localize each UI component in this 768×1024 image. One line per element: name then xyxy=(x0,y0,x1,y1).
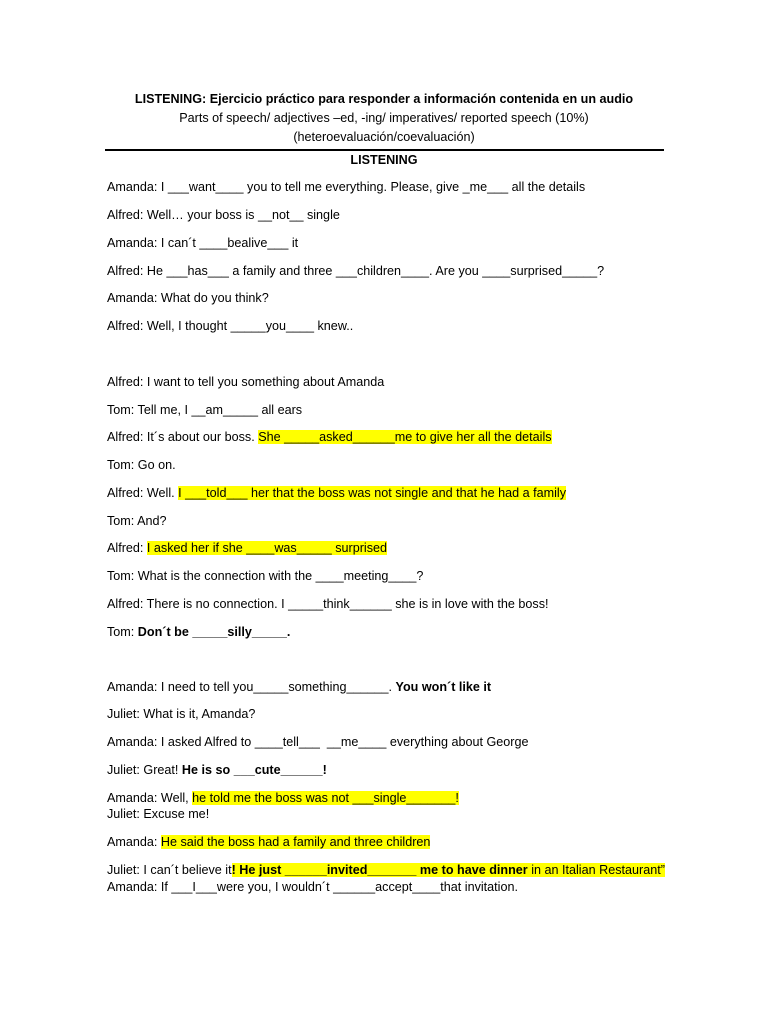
line-text: Juliet: Great! xyxy=(107,763,182,777)
dialogue-line: Juliet: What is it, Amanda? xyxy=(107,707,256,721)
line-text: Tom: xyxy=(107,625,138,639)
dialogue-line: Alfred: There is no connection. I _____think______ she is in love with the boss! xyxy=(107,597,549,611)
dialogue-line: Amanda: I can´t ____bealive___ it xyxy=(107,236,299,250)
document-subtitle: Parts of speech/ adjectives –ed, -ing/ imperatives/ reported speech (10%) xyxy=(179,111,589,125)
dialogue-line xyxy=(107,834,430,850)
dialogue-line: Tom: Tell me, I __am_____ all ears xyxy=(107,403,303,417)
dialogue-line: Amanda: I ___want____ you to tell me everything. Please, give _me___ all the details xyxy=(107,180,586,194)
highlighted-bold-text: ! He just ______invited_______ me to have dinner xyxy=(231,863,528,877)
highlighted-text: I ___told___ her that the boss was not single and that he had a family xyxy=(178,486,567,500)
dialogue-line: Tom: What is the connection with the ____meeting____? xyxy=(107,569,424,583)
line-text: Alfred: xyxy=(107,541,147,555)
bold-text: You won´t like it xyxy=(395,680,492,694)
document-title: LISTENING: Ejercicio práctico para responder a información contenida en un audio xyxy=(134,92,634,106)
evaluation-note: (heteroevaluación/coevaluación) xyxy=(293,130,475,144)
dialogue-line xyxy=(107,624,290,640)
highlighted-text: She _____asked______me to give her all the details xyxy=(258,430,552,444)
dialogue-line: Amanda: If ___I___were you, I wouldn´t ______accept____that invitation. xyxy=(107,880,518,894)
dialogue-line: Alfred: Well… your boss is __not__ single xyxy=(107,208,340,222)
line-text: Alfred: It´s about our boss. xyxy=(107,430,259,444)
dialogue-line: Tom: And? xyxy=(107,514,167,528)
dialogue-line xyxy=(107,862,665,878)
dialogue-line xyxy=(107,485,566,501)
line-text: Alfred: Well. xyxy=(107,486,179,500)
bold-text: Don´t be _____silly_____. xyxy=(137,625,291,639)
line-text: Amanda: I need to tell you_____something______. xyxy=(107,680,396,694)
dialogue-line xyxy=(107,540,387,556)
dialogue-line xyxy=(107,790,459,806)
dialogue-line: Juliet: Excuse me! xyxy=(107,807,210,821)
dialogue-line: Amanda: What do you think? xyxy=(107,291,269,305)
dialogue-line: Alfred: Well, I thought _____you____ knew.. xyxy=(107,319,354,333)
dialogue-line xyxy=(107,679,491,695)
line-text: Amanda: Well, xyxy=(107,791,193,805)
highlighted-text: he told me the boss was not ___single_______! xyxy=(192,791,459,805)
section-title: LISTENING xyxy=(350,153,418,167)
line-text: Amanda: xyxy=(107,835,161,849)
highlighted-text: He said the boss had a family and three children xyxy=(160,835,431,849)
bold-text: He is so ___cute______! xyxy=(181,763,327,777)
highlighted-text: in an Italian Restaurant” xyxy=(527,863,665,877)
dialogue-line: Tom: Go on. xyxy=(107,458,176,472)
highlighted-text: I asked her if she ____was_____ surprised xyxy=(146,541,388,555)
dialogue-line xyxy=(107,762,327,778)
dialogue-line: Amanda: I asked Alfred to ____tell___ __me____ everything about George xyxy=(107,735,529,749)
dialogue-line: Alfred: He ___has___ a family and three ___children____. Are you ____surprised_____? xyxy=(107,264,605,278)
line-text: Juliet: I can´t believe it xyxy=(107,863,232,877)
dialogue-line xyxy=(107,429,552,445)
dialogue-line: Alfred: I want to tell you something about Amanda xyxy=(107,375,385,389)
